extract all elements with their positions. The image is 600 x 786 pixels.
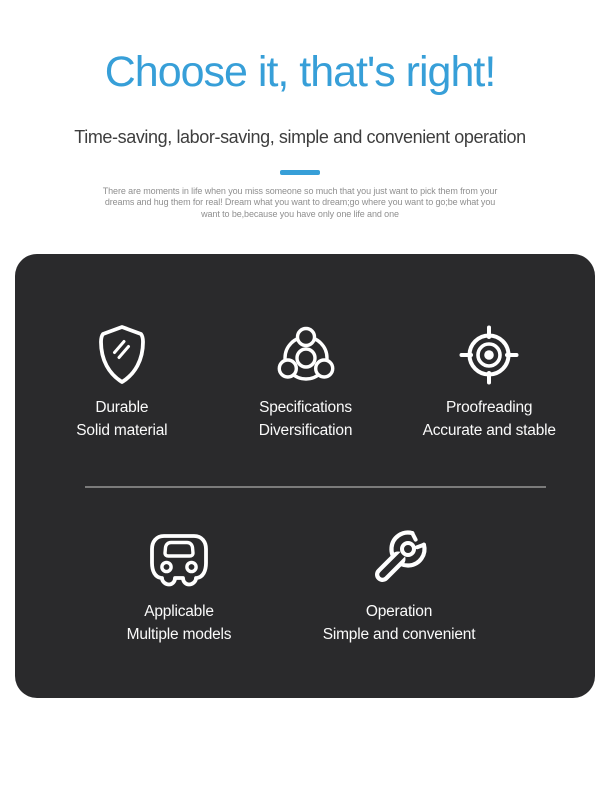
feature-subtitle: Simple and convenient xyxy=(322,626,476,643)
description-paragraph xyxy=(0,186,600,221)
hero-section xyxy=(0,46,600,220)
promo-banner xyxy=(0,46,600,786)
description-line: dreams and hug them for real! Dream what you want to dream;go where you want to go;be what you xyxy=(104,197,496,207)
feature-title: Durable xyxy=(95,399,149,416)
accent-divider xyxy=(280,170,320,175)
description-line: want to be,because you have only one life and one xyxy=(201,208,399,219)
feature-proofreading xyxy=(397,323,581,439)
feature-title: Operation xyxy=(365,603,433,620)
features-row-top xyxy=(15,323,595,439)
molecule-icon xyxy=(214,323,398,387)
features-row-bottom xyxy=(15,527,595,643)
feature-subtitle: Diversification xyxy=(258,422,353,439)
shield-icon xyxy=(30,323,214,387)
description-line: There are moments in life when you miss someone so much that you just want to pick them from your xyxy=(102,185,498,196)
car-icon xyxy=(69,527,289,591)
feature-applicable xyxy=(69,527,289,643)
feature-subtitle: Solid material xyxy=(76,422,168,439)
feature-durable xyxy=(30,323,214,439)
feature-operation xyxy=(289,527,509,643)
feature-title: Applicable xyxy=(144,603,214,620)
feature-subtitle: Multiple models xyxy=(126,626,232,643)
page-subtitle: Time-saving, labor-saving, simple and convenient operation xyxy=(74,127,526,147)
feature-subtitle: Accurate and stable xyxy=(422,422,556,439)
wrench-icon xyxy=(289,527,509,591)
feature-title: Proofreading xyxy=(446,399,533,416)
feature-title: Specifications xyxy=(259,399,352,416)
feature-specifications xyxy=(214,323,398,439)
card-divider xyxy=(85,486,546,488)
page-title: Choose it, that's right! xyxy=(104,48,496,96)
target-icon xyxy=(397,323,581,387)
features-card xyxy=(15,254,595,698)
